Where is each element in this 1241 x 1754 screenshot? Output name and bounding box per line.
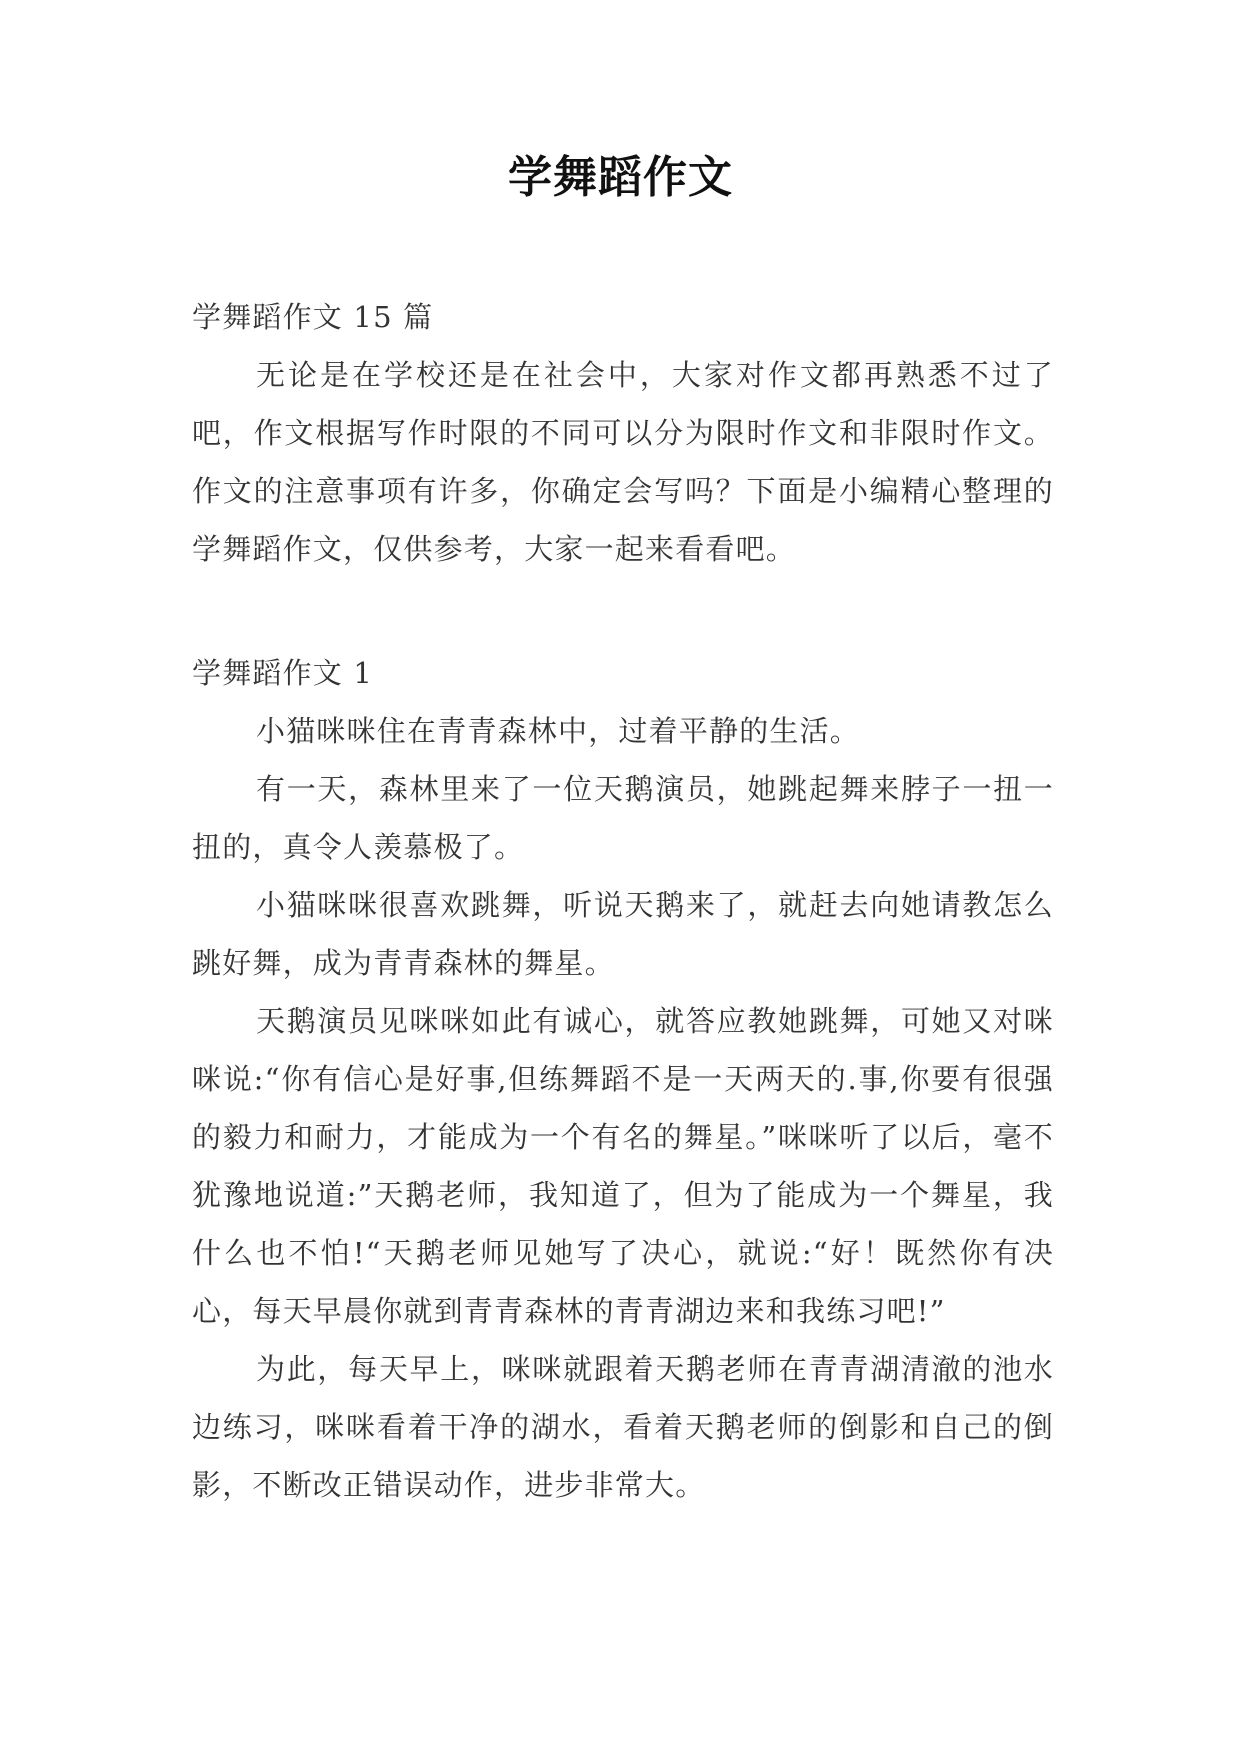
essay-1-paragraph: 有一天，森林里来了一位天鹅演员，她跳起舞来脖子一扭一扭的，真令人羡慕极了。 — [192, 772, 1054, 864]
essay-1-paragraph: 天鹅演员见咪咪如此有诚心，就答应教她跳舞，可她又对咪咪说:“你有信心是好事,但练舞蹈不是一天两天的.事,你要有很强的毅力和耐力，才能成为一个有名的舞星。”咪咪听了以后，毫不犹豫地说道:”天鹅老师，我知道了，但为了能成为一个舞星，我什么也不怕!“天鹅老师见她写了决心，就说:“好！既然你有决心，每天早晨你就到青青森林的青青湖边来和我练习吧!” — [192, 1004, 1054, 1328]
essay-1-paragraph: 小猫咪咪很喜欢跳舞，听说天鹅来了，就赶去向她请教怎么跳好舞，成为青青森林的舞星。 — [192, 888, 1054, 980]
essay-1-paragraph: 小猫咪咪住在青青森林中，过着平静的生活。 — [256, 714, 861, 748]
intro-paragraph: 无论是在学校还是在社会中，大家对作文都再熟悉不过了吧，作文根据写作时限的不同可以分为限时作文和非限时作文。作文的注意事项有许多，你确定会写吗？下面是小编精心整理的学舞蹈作文，仅供参考，大家一起来看看吧。 — [192, 358, 1054, 566]
document-title: 学舞蹈作文 — [508, 152, 733, 203]
essay-1-heading: 学舞蹈作文 1 — [192, 656, 374, 690]
essay-1-paragraph: 为此，每天早上，咪咪就跟着天鹅老师在青青湖清澈的池水边练习，咪咪看着干净的湖水，看着天鹅老师的倒影和自己的倒影，不断改正错误动作，进步非常大。 — [192, 1352, 1054, 1502]
intro-section — [192, 288, 1054, 578]
intro-heading: 学舞蹈作文 15 篇 — [192, 300, 434, 334]
essay-1-section — [192, 644, 1054, 1514]
